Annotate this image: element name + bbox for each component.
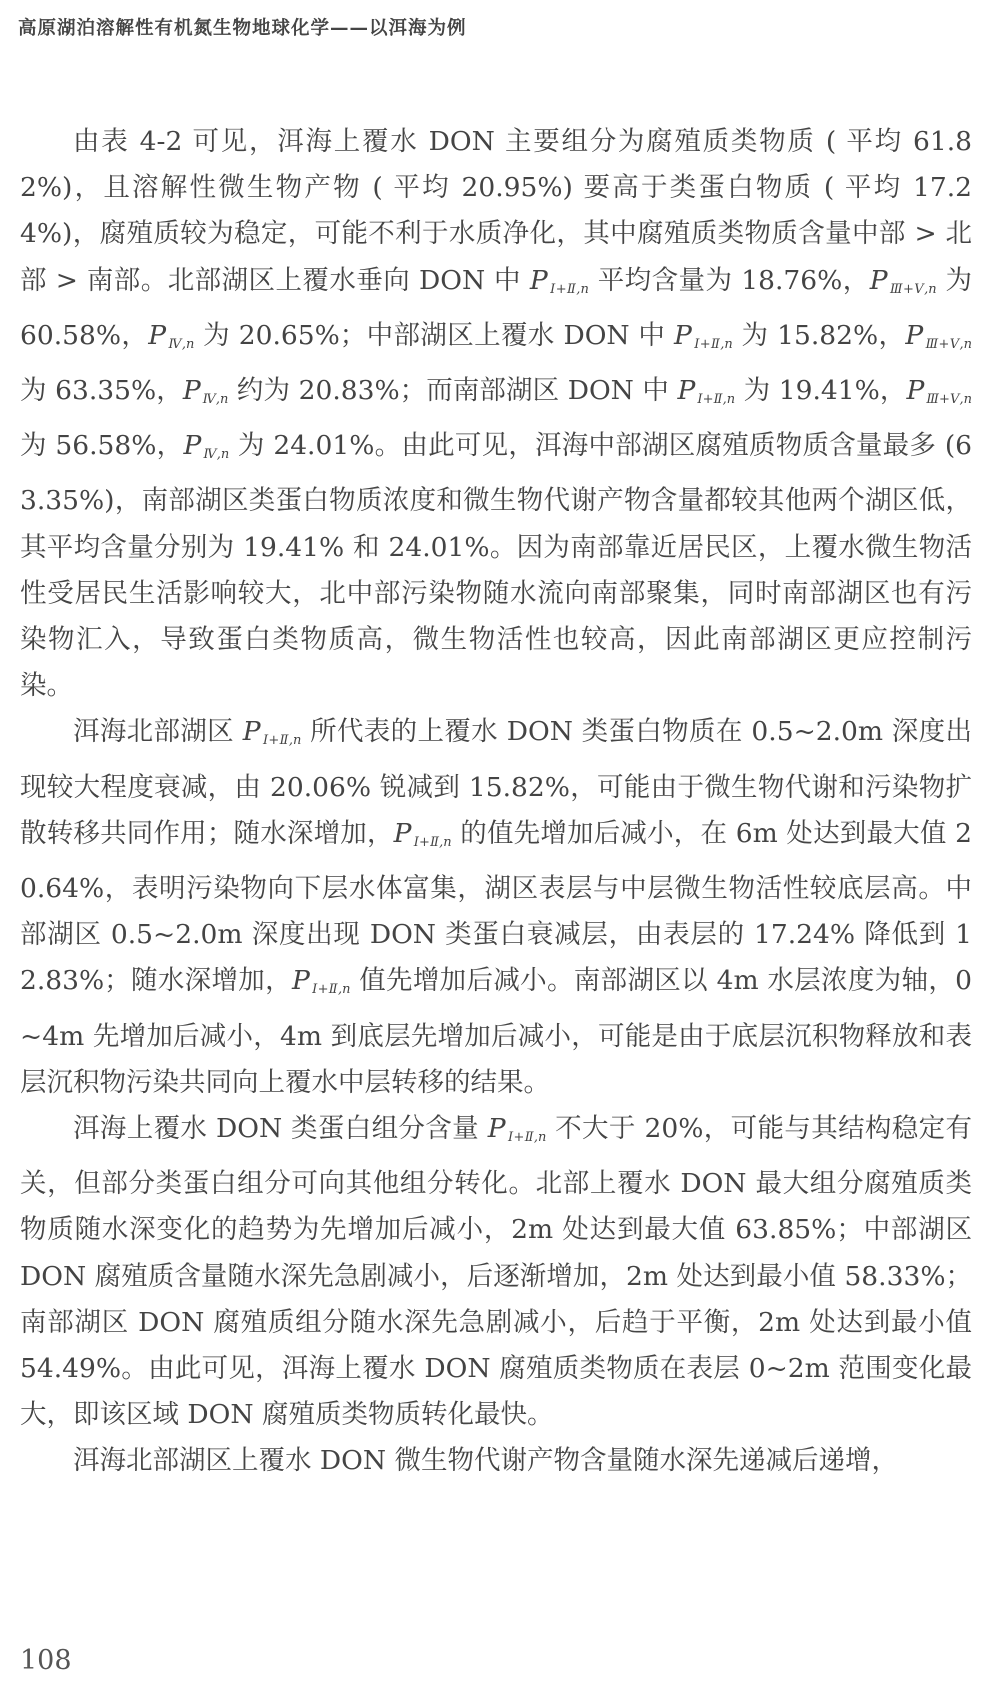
- text-run: 平均含量为 18.76%，: [588, 264, 870, 296]
- text-run: 为 24.01%。由此可见，洱海中部湖区腐殖质物质含量最多 (63.35%)，南部湖区类蛋白物质浓度和微生物代谢产物含量都较其他两个湖区低，其平均含量分别为 19.41% 和 24.01%。因为南部靠近居民区，上覆水微生物活性受居民生活影响较大，北中部污染物随水流向南部聚集，同时南部湖区也有污染物汇入，导致蛋白类物质高，微生物活性也较高，因此南部湖区更应控制污染。: [20, 430, 973, 702]
- text-run: 的值先增加后减小，在 6m 处达到最大值 20.64%，表明污染物向下层水体富集，湖区表层与中层微生物活性较底层高。中部湖区 0.5~2.0m 深度出现 DON 类蛋白衰减层，由表层的 17.24% 降低到 12.83%；随水深增加，: [20, 817, 973, 997]
- text-run: 洱海北部湖区上覆水 DON 微生物代谢产物含量随水深先递减后递增，: [73, 1445, 899, 1477]
- symbol-p-iii-v: P $_{Ⅲ+Ⅴ,n}$: [869, 264, 937, 297]
- text-run: 约为 20.83%；而南部湖区 DON 中: [228, 375, 678, 407]
- symbol-p-iv: P $_{Ⅳ,n}$: [183, 430, 230, 463]
- symbol-p-i-ii: P $_{Ⅰ+Ⅱ,n}$: [529, 264, 589, 297]
- paragraph-3: [20, 1106, 972, 1438]
- text-run: 为 60.58%，: [20, 264, 972, 351]
- text-run: 洱海北部湖区: [73, 716, 243, 748]
- text-run: 所代表的上覆水 DON 类蛋白物质在 0.5~2.0m 深度出现较大程度衰减，由 20.06% 锐减到 15.82%，可能由于微生物代谢和污染物扩散转移共同作用；随水深增加，: [20, 716, 972, 849]
- symbol-p-i-ii: P $_{Ⅰ+Ⅱ,n}$: [674, 319, 733, 352]
- symbol-p-i-ii: P $_{Ⅰ+Ⅱ,n}$: [291, 965, 351, 998]
- paragraph-1: [20, 119, 972, 709]
- symbol-p-iii-v: P $_{Ⅲ+Ⅴ,n}$: [905, 319, 972, 352]
- text-run: 为 63.35%，: [20, 375, 183, 407]
- text-run: 为 20.65%；中部湖区上覆水 DON 中: [194, 319, 675, 351]
- body-text: [20, 119, 972, 1485]
- text-run: 为 15.82%，: [732, 319, 906, 351]
- paragraph-4: [20, 1438, 972, 1484]
- symbol-p-i-ii: P $_{Ⅰ+Ⅱ,n}$: [242, 716, 302, 749]
- symbol-p-iv: P $_{Ⅳ,n}$: [148, 319, 195, 352]
- symbol-p-iii-v: P $_{Ⅲ+Ⅴ,n}$: [906, 375, 972, 408]
- running-header: 高原湖泊溶解性有机氮生物地球化学——以洱海为例: [18, 18, 467, 39]
- symbol-p-iv: P $_{Ⅳ,n}$: [182, 375, 229, 408]
- symbol-p-i-ii: P $_{Ⅰ+Ⅱ,n}$: [487, 1113, 547, 1146]
- page-number: 108: [20, 1645, 72, 1676]
- text-run: 为 56.58%，: [20, 430, 184, 462]
- symbol-p-i-ii: P $_{Ⅰ+Ⅱ,n}$: [677, 375, 736, 408]
- text-run: 洱海上覆水 DON 类蛋白组分含量: [73, 1113, 488, 1145]
- text-run: 不大于 20%，可能与其结构稳定有关，但部分类蛋白组分可向其他组分转化。北部上覆水 DON 最大组分腐殖质类物质随水深变化的趋势为先增加后减小，2m 处达到最大值 63.85%；中部湖区 DON 腐殖质含量随水深先急剧减小，后逐渐增加，2m 处达到最小值 58.33%；南部湖区 DON 腐殖质组分随水深先急剧减小，后趋于平衡，2m 处达到最小值 54.49%。由此可见，洱海上覆水 DON 腐殖质类物质在表层 0~2m 范围变化最大，即该区域 DON 腐殖质类物质转化最快。: [20, 1113, 972, 1431]
- text-run: 由表 4-2 可见，洱海上覆水 DON 主要组分为腐殖质类物质 ( 平均 61.82%)，且溶解性微生物产物 ( 平均 20.95%) 要高于类蛋白物质 ( 平均 17.24%)，腐殖质较为稳定，可能不利于水质净化，其中腐殖质类物质含量中部 > 北部 > 南部。北部湖区上覆水垂向 DON 中: [20, 126, 972, 296]
- paragraph-2: [20, 709, 972, 1106]
- text-run: 为 19.41%，: [735, 375, 907, 407]
- symbol-p-i-ii: P $_{Ⅰ+Ⅱ,n}$: [393, 817, 452, 850]
- text-run: 值先增加后减小。南部湖区以 4m 水层浓度为轴，0~4m 先增加后减小，4m 到底层先增加后减小，可能是由于底层沉积物释放和表层沉积物污染共同向上覆水中层转移的结果。: [20, 965, 973, 1098]
